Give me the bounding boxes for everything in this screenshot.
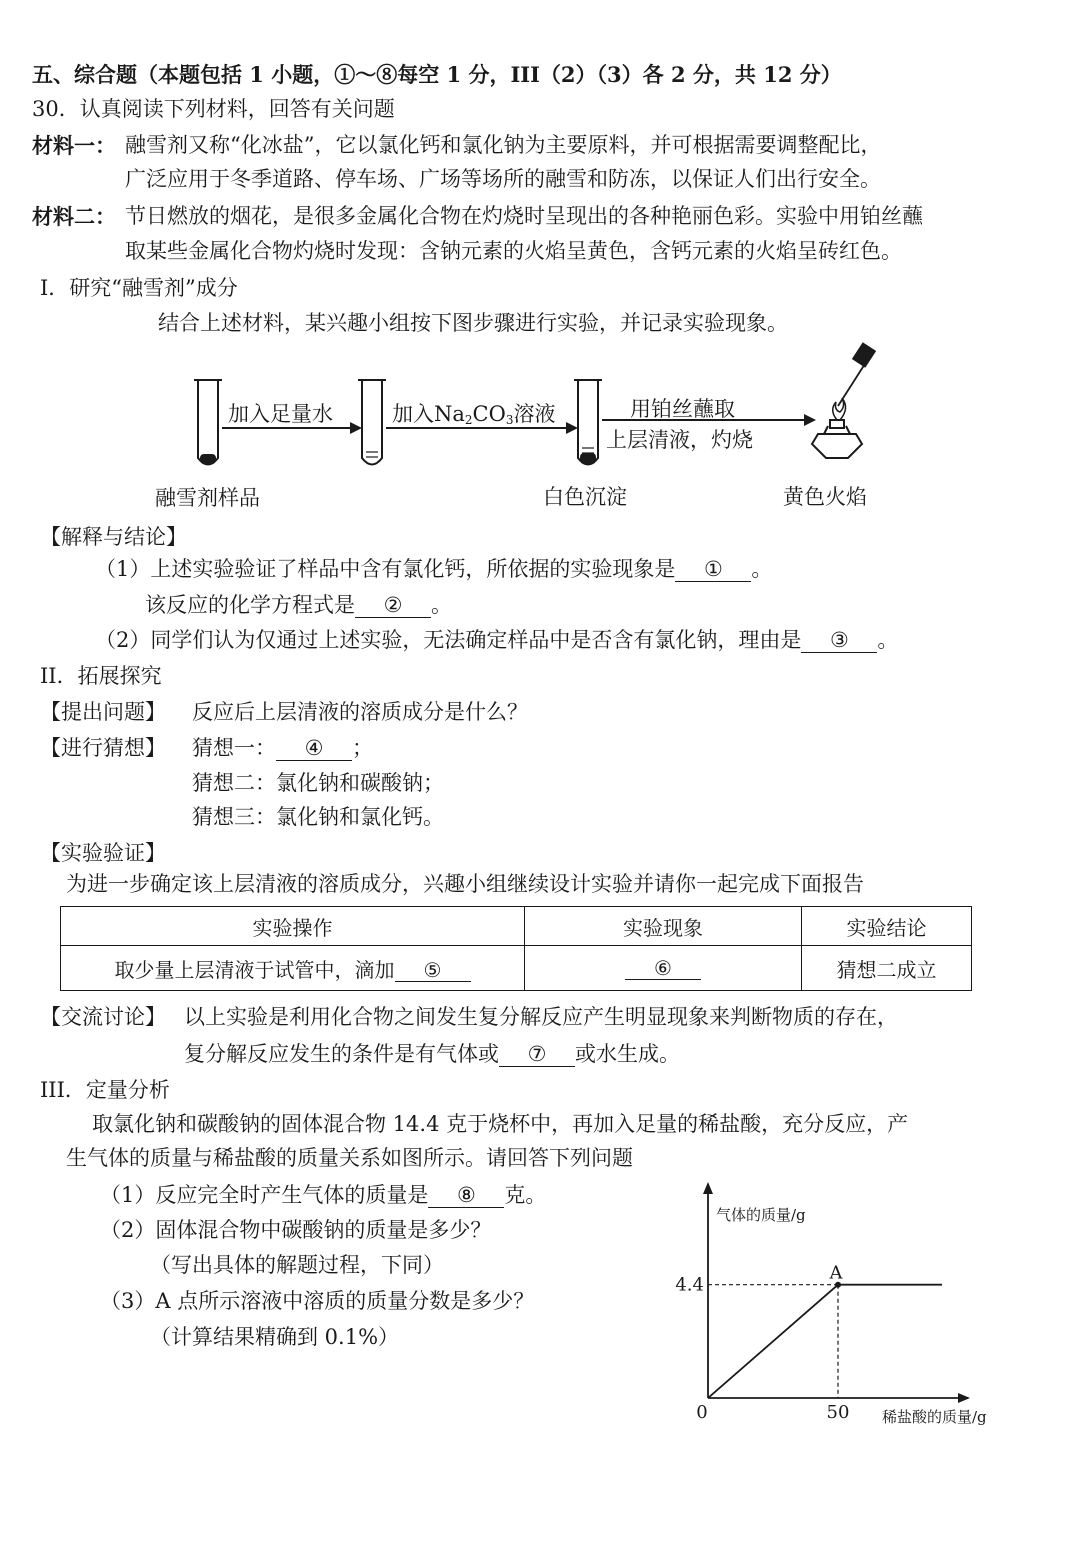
answer-blank-1[interactable]: ① — [675, 558, 751, 582]
guess2: 猜想二：氯化钠和碳酸钠； — [192, 771, 444, 795]
answer-blank-3[interactable]: ③ — [801, 629, 877, 653]
guess1: 猜想一： ④ ； — [192, 736, 373, 760]
answer-blank-6[interactable]: ⑥ — [625, 957, 701, 980]
experiment-table — [60, 906, 972, 991]
part2-heading: II．拓展探究 — [40, 664, 162, 688]
explain-q1b: 该反应的化学方程式是 ② 。 — [145, 593, 452, 617]
x-axis-label: 稀盐酸的质量/g — [882, 1408, 987, 1426]
y-axis-label: 气体的质量/g — [716, 1206, 806, 1224]
material1-label: 材料一： — [32, 133, 116, 158]
verify-intro: 为进一步确定该上层清液的溶质成分，兴趣小组继续设计实验并请你一起完成下面报告 — [66, 872, 864, 896]
material2-label: 材料二： — [32, 204, 116, 229]
material2-line2: 取某些金属化合物灼烧时发现：含钠元素的火焰呈黄色，含钙元素的火焰呈砖红色。 — [125, 239, 902, 263]
cell-conclusion: 猜想二成立 — [802, 946, 972, 991]
material2-line1: 节日燃放的烟花，是很多金属化合物在灼烧时呈现出的各种艳丽色彩。实验中用铂丝蘸 — [125, 204, 923, 228]
series-line — [708, 1285, 942, 1398]
part3-intro2: 生气体的质量与稀盐酸的质量关系如图所示。请回答下列问题 — [66, 1146, 633, 1170]
y-tick-label: 4.4 — [675, 1274, 704, 1296]
explain-heading: 【解释与结论】 — [40, 525, 187, 549]
answer-blank-5[interactable]: ⑤ — [395, 959, 471, 982]
alcohol-lamp-icon — [812, 344, 875, 458]
test-tube-1 — [198, 380, 218, 465]
question-text: 反应后上层清液的溶质成分是什么？ — [192, 700, 528, 724]
precipitate-label: 白色沉淀 — [543, 485, 627, 509]
answer-blank-8[interactable]: ⑧ — [428, 1184, 504, 1208]
answer-blank-2[interactable]: ② — [355, 594, 431, 618]
sample-label: 融雪剂样品 — [155, 486, 260, 510]
part3-q3-note: （计算结果精确到 0.1%） — [150, 1325, 400, 1349]
part3-q2-note: （写出具体的解题过程，下同） — [150, 1253, 444, 1277]
guess-label: 【进行猜想】 — [40, 736, 166, 760]
part3-q2: （2）固体混合物中碳酸钠的质量是多少？ — [100, 1218, 492, 1242]
part3-intro1: 取氯化钠和碳酸钠的固体混合物 14.4 克于烧杯中，再加入足量的稀盐酸，充分反应，产 — [92, 1112, 909, 1136]
material1-line2: 广泛应用于冬季道路、停车场、广场等场所的融雪和防冻，以保证人们出行安全。 — [125, 167, 881, 191]
flow-step2-label: 加入$Na_2CO_3$溶液 — [392, 402, 556, 427]
part3-q3: （3）A 点所示溶液中溶质的质量分数是多少？ — [100, 1289, 535, 1313]
explain-q1: （1）上述实验验证了样品中含有氯化钙，所依据的实验现象是 ① 。 — [95, 557, 773, 581]
question-title: 30．认真阅读下列材料，回答有关问题 — [32, 97, 395, 121]
material1-line1: 融雪剂又称“化冰盐”，它以氯化钙和氯化钠为主要原料，并可根据需要调整配比， — [125, 133, 882, 157]
part1-heading: I．研究“融雪剂”成分 — [40, 276, 238, 300]
question-label: 【提出问题】 — [40, 700, 166, 724]
gas-mass-chart — [660, 1180, 1020, 1430]
flow-step3-label-top: 用铂丝蘸取 — [630, 397, 735, 421]
part1-intro: 结合上述材料，某兴趣小组按下图步骤进行实验，并记录实验现象。 — [158, 311, 788, 335]
discussion-label: 【交流讨论】 — [40, 1005, 166, 1029]
guess3: 猜想三：氯化钠和氯化钙。 — [192, 805, 444, 829]
verify-label: 【实验验证】 — [40, 841, 166, 865]
flow-step3-label-bottom: 上层清液，灼烧 — [606, 428, 753, 452]
test-tube-3 — [578, 380, 598, 465]
explain-q2: （2）同学们认为仅通过上述实验，无法确定样品中是否含有氯化钠，理由是 ③ 。 — [95, 628, 899, 652]
answer-blank-4[interactable]: ④ — [276, 737, 352, 761]
x-tick-label: 50 — [826, 1402, 850, 1423]
cell-phenomenon — [525, 946, 802, 991]
origin-label: 0 — [696, 1402, 708, 1423]
header-conclusion: 实验结论 — [802, 907, 972, 946]
point-a-label: A — [829, 1262, 843, 1284]
part3-heading: III．定量分析 — [40, 1078, 170, 1102]
header-phenomenon: 实验现象 — [525, 907, 802, 946]
cell-operation: 取少量上层清液于试管中，滴加 ⑤ — [61, 946, 525, 991]
section-heading: 五、综合题（本题包括 1 小题，①～⑧每空 1 分，III（2）（3）各 2 分，共 12 分） — [32, 62, 842, 87]
discussion-line2: 复分解反应发生的条件是有气体或 ⑦ 或水生成。 — [184, 1042, 680, 1066]
answer-blank-7[interactable]: ⑦ — [499, 1043, 575, 1067]
part3-q1: （1）反应完全时产生气体的质量是 ⑧ 克。 — [100, 1183, 547, 1207]
discussion-line1: 以上实验是利用化合物之间发生复分解反应产生明显现象来判断物质的存在， — [184, 1005, 898, 1029]
header-operation: 实验操作 — [61, 907, 525, 946]
flow-step1-label: 加入足量水 — [228, 402, 333, 426]
flame-label: 黄色火焰 — [783, 485, 867, 509]
